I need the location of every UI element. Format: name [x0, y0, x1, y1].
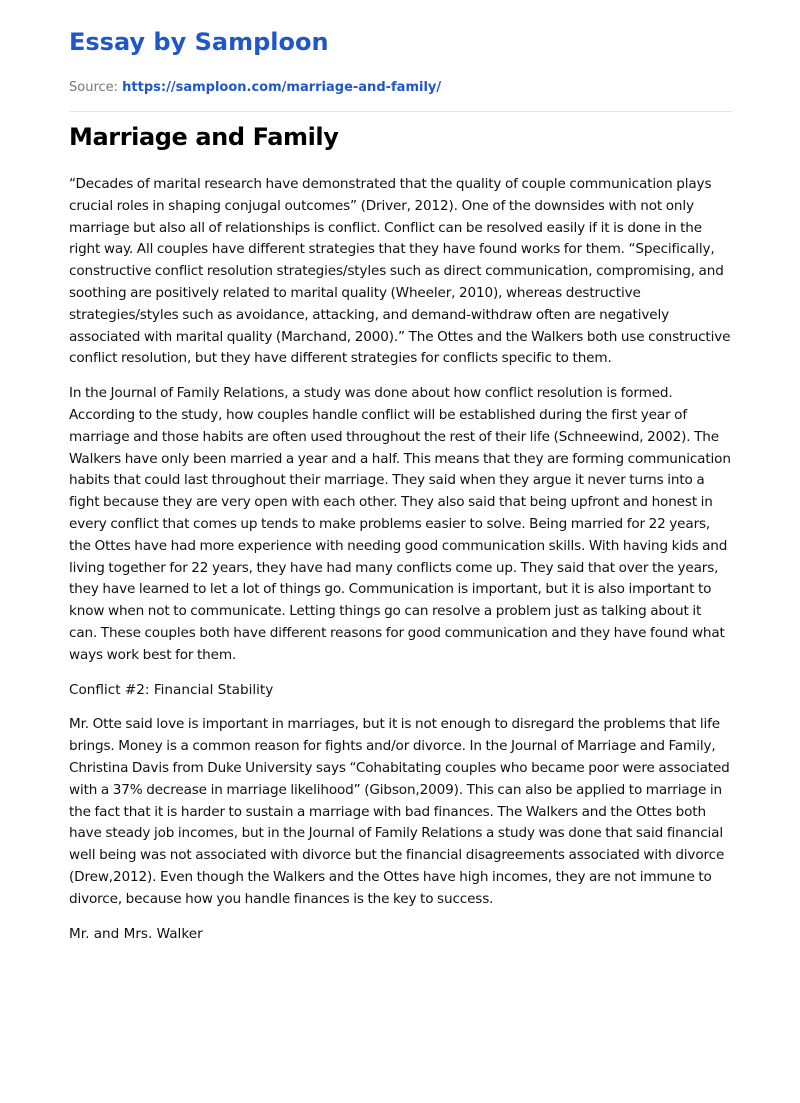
brand-title: Essay by Samploon [69, 28, 329, 56]
paragraph-conflict-resolution: In the Journal of Family Relations, a study was done about how conflict resolution is formed. According to the study, how couples handle conflict will be established during the first year of marriage and those habits are often used throughout the rest of their life (Schneewind, 2002). The Walkers have only been married a year and a half. This means that they are forming communication habits that could last throughout their marriage. They said when they argue it never turns into a fight because they are very open with each other. They also said that being upfront and honest in every conflict that comes up tends to make problems easier to solve. Being married for 22 years, the Ottes have had more experience with needing good communication skills. With having kids and living together for 22 years, they have had many conflicts come up. They said that over the years, they have learned to let a lot of things go. Communication is important, but it is also important to know when not to communicate. Letting things go can resolve a problem just as talking about it can. These couples both have different reasons for good communication and they have found what ways work best for them. [69, 385, 731, 663]
paragraph-intro: “Decades of marital research have demonstrated that the quality of couple communication plays crucial roles in shaping conjugal outcomes” (Driver, 2012). One of the downsides with not only marriage but also all of relationships is conflict. Conflict can be resolved easily if it is done in the right way. All couples have different strategies that they have found works for them. “Specifically, constructive conflict resolution strategies/styles such as direct communication, compromising, and soothing are positively related to marital quality (Wheeler, 2010), whereas destructive strategies/styles such as avoidance, attacking, and demand-withdraw often are negatively associated with marital quality (Marchand, 2000).” The Ottes and the Walkers both use constructive conflict resolution, but they have different strategies for conflicts specific to them. [69, 176, 731, 367]
section-heading-financial-stability: Conflict #2: Financial Stability [69, 681, 274, 698]
essay-body [69, 174, 732, 958]
header-divider [69, 111, 732, 112]
source-line [69, 80, 441, 95]
essay-title: Marriage and Family [69, 123, 339, 151]
source-link[interactable]: https://samploon.com/marriage-and-family/ [122, 80, 442, 95]
source-label: Source: [69, 80, 119, 95]
section-heading-walkers: Mr. and Mrs. Walker [69, 925, 203, 942]
paragraph-financial: Mr. Otte said love is important in marriages, but it is not enough to disregard the problems that life brings. Money is a common reason for fights and/or divorce. In the Journal of Marriage and Family, Christina Davis from Duke University says “Cohabitating couples who became poor were associated with a 37% decrease in marriage likelihood” (Gibson,2009). This can also be applied to marriage in the fact that it is harder to sustain a marriage with bad finances. The Walkers and the Ottes both have steady job incomes, but in the Journal of Family Relations a study was done that said financial well being was not associated with divorce but the financial disagreements associated with divorce (Drew,2012). Even though the Walkers and the Ottes have high incomes, they are not immune to divorce, because how you handle finances is the key to success. [69, 716, 730, 907]
